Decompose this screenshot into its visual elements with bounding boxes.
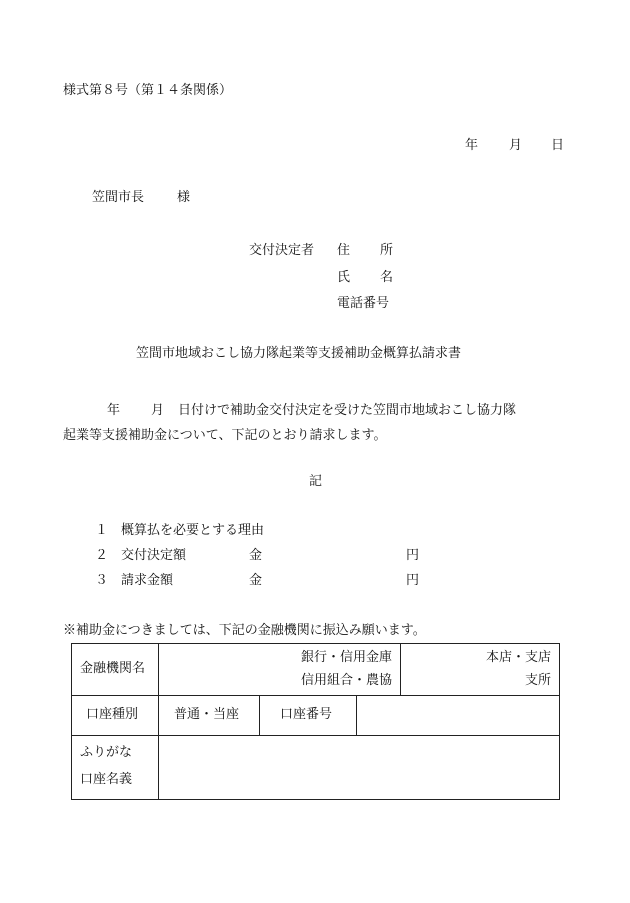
name-label-b: 名 — [380, 270, 394, 285]
bank-type-line2: 信用組合・農協 — [301, 673, 393, 688]
item-label: 請求金額 — [121, 573, 174, 588]
branch-name-cell[interactable] — [401, 644, 560, 696]
account-number-label-cell — [260, 696, 357, 736]
account-number-label: 口座番号 — [280, 707, 333, 722]
item-label: 交付決定額 — [121, 548, 187, 563]
bank-note: ※補助金につきましては、下記の金融機関に振込み願います。 — [63, 623, 426, 638]
name-label-a: 氏 — [337, 270, 351, 285]
account-type-label-cell — [72, 696, 159, 736]
addressee-name: 笠間市長 — [92, 190, 145, 205]
item-yen: 円 — [406, 573, 420, 588]
phone-label: 電話番号 — [337, 296, 390, 311]
item-label: 概算払を必要とする理由 — [121, 523, 265, 538]
account-name-label-cell — [72, 736, 159, 800]
item-kin: 金 — [249, 573, 263, 588]
item-yen: 円 — [406, 548, 420, 563]
addressee-honorific: 様 — [177, 190, 191, 205]
document-title: 笠間市地域おこし協力隊起業等支援補助金概算払請求書 — [136, 346, 462, 361]
body-line1: 日付けで補助金交付決定を受けた笠間市地域おこし協力隊 — [178, 403, 517, 418]
branch-type-line1: 本店・支店 — [486, 650, 552, 665]
institution-name-cell[interactable] — [159, 644, 401, 696]
account-number-cell[interactable] — [357, 696, 560, 736]
account-type-options-cell[interactable] — [159, 696, 260, 736]
bank-info-table — [71, 643, 560, 800]
branch-type-line2: 支所 — [525, 673, 552, 688]
date-month: 月 — [509, 138, 523, 153]
bank-type-line1: 銀行・信用金庫 — [301, 650, 393, 665]
date-day: 日 — [551, 138, 565, 153]
account-type-options: 普通・当座 — [174, 707, 240, 722]
body-year: 年 — [107, 403, 121, 418]
body-month: 月 — [151, 403, 165, 418]
account-name-cell[interactable] — [159, 736, 560, 800]
body-line2: 起業等支援補助金について、下記のとおり請求します。 — [63, 428, 387, 443]
ki-heading: 記 — [309, 474, 323, 489]
address-label-b: 所 — [380, 243, 394, 258]
item-number: ３ — [95, 573, 109, 588]
item-kin: 金 — [249, 548, 263, 563]
account-name-label: 口座名義 — [80, 772, 133, 787]
item-number: ２ — [95, 548, 109, 563]
account-type-label: 口座種別 — [86, 707, 139, 722]
date-year: 年 — [465, 138, 479, 153]
institution-label: 金融機関名 — [80, 661, 146, 676]
applicant-label: 交付決定者 — [249, 243, 315, 258]
furigana-label: ふりがな — [80, 745, 133, 760]
form-number: 様式第８号（第１４条関係） — [63, 83, 233, 98]
institution-label-cell — [72, 644, 159, 696]
item-number: １ — [95, 523, 109, 538]
address-label-a: 住 — [337, 243, 351, 258]
